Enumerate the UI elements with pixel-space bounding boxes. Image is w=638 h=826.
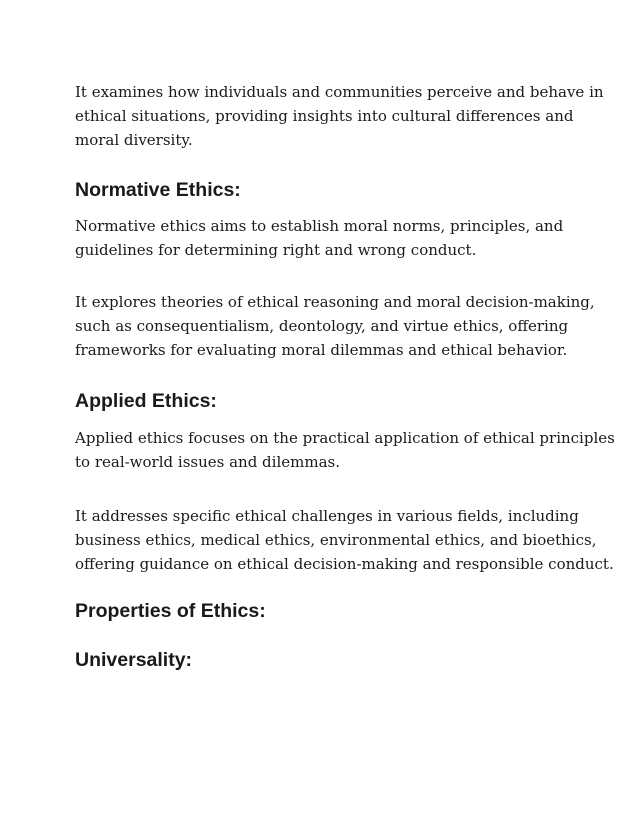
paragraph-line: guidelines for determining right and wrong conduct. <box>75 241 477 259</box>
paragraph-line: such as consequentialism, deontology, and virtue ethics, offering <box>75 317 569 335</box>
paragraph-line: Applied ethics focuses on the practical application of ethical principles <box>75 429 615 447</box>
section-heading-normative <box>75 178 575 202</box>
paragraph-line: business ethics, medical ethics, environmental ethics, and bioethics, <box>75 531 597 549</box>
applied-paragraph-2 <box>75 504 614 576</box>
heading-text: Properties of Ethics: <box>75 600 266 622</box>
paragraph-line: moral diversity. <box>75 131 193 149</box>
section-heading-applied <box>75 389 575 413</box>
section-heading-universality <box>75 648 575 672</box>
paragraph-line: to real-world issues and dilemmas. <box>75 453 340 471</box>
heading-text: Universality: <box>75 649 193 671</box>
paragraph-line: frameworks for evaluating moral dilemmas and ethical behavior. <box>75 341 568 359</box>
heading-text: Applied Ethics: <box>75 390 217 412</box>
normative-paragraph-2 <box>75 290 595 362</box>
paragraph-line: offering guidance on ethical decision-making and responsible conduct. <box>75 555 614 573</box>
applied-paragraph-1 <box>75 426 615 474</box>
intro-paragraph <box>75 80 604 152</box>
paragraph-line: ethical situations, providing insights into cultural differences and <box>75 107 574 125</box>
heading-text: Normative Ethics: <box>75 179 241 201</box>
paragraph-line: It examines how individuals and communities perceive and behave in <box>75 83 604 101</box>
paragraph-line: It explores theories of ethical reasoning and moral decision-making, <box>75 293 595 311</box>
normative-paragraph-1 <box>75 214 575 262</box>
paragraph-line: Normative ethics aims to establish moral norms, principles, and <box>75 217 564 235</box>
paragraph-line: It addresses specific ethical challenges in various fields, including <box>75 507 579 525</box>
section-heading-properties <box>75 599 575 623</box>
